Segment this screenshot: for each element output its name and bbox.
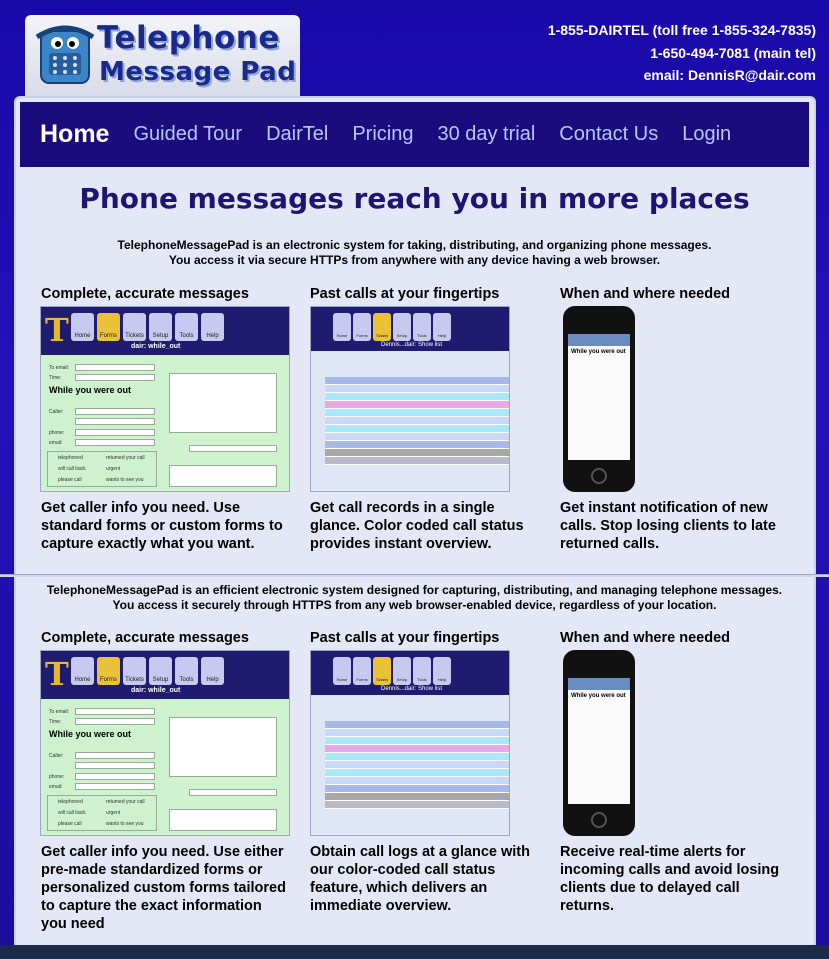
nav-guided-tour[interactable]: Guided Tour (133, 123, 243, 145)
app-tab-setup: Setup (149, 657, 172, 685)
column-text: Get caller info you need. Use either pre-made standardized forms or personalized custom forms tailored to capture the exact information you need (41, 844, 286, 932)
app-tab-home: Home (333, 313, 351, 341)
app-logo-icon: T (45, 311, 69, 349)
app-tab-tools: Tools (175, 657, 198, 685)
check-label: please call (58, 821, 82, 827)
section1-intro (20, 238, 809, 268)
form-screenshot (40, 306, 290, 492)
app-tab-tickets: Tickets (373, 313, 391, 341)
form-input (75, 418, 155, 425)
column-title: Past calls at your fingertips (310, 630, 500, 646)
check-label: please call (58, 477, 82, 483)
check-label: urgent (106, 810, 121, 816)
phone-screen (568, 678, 630, 804)
main-nav (20, 102, 809, 167)
phone-while-out: While you were out (571, 693, 626, 699)
checkbox-group (47, 451, 157, 487)
app-toolbar (41, 651, 289, 699)
call-log-table (325, 377, 509, 465)
form-input (75, 762, 155, 769)
column-title: Past calls at your fingertips (310, 286, 500, 302)
logo-text (97, 21, 296, 89)
app-tab-forms: Forms (353, 313, 371, 341)
form-input (75, 783, 155, 790)
phone-screen (568, 334, 630, 460)
form-input (75, 708, 155, 715)
app-tab-home: Home (71, 657, 94, 685)
app-tab-tools: Tools (413, 313, 431, 341)
check-label: wants to see you (106, 821, 144, 827)
contact-email[interactable]: email: DennisR@dair.com (643, 67, 816, 83)
telephone-mascot-icon (35, 23, 95, 89)
column-title: When and where needed (560, 630, 730, 646)
app-tab-help: Help (433, 657, 451, 685)
form-label: Time: (49, 719, 62, 725)
taken-by-input (189, 445, 277, 452)
column-text: Get caller info you need. Use standard forms or custom forms to capture exactly what you want. (41, 500, 283, 552)
form-label: email: (49, 784, 63, 790)
column-text: Obtain call logs at a glance with our color-coded call status feature, which delivers an immediate overview. (310, 844, 530, 914)
form-screenshot (40, 650, 290, 836)
logo-line1: Telephone (97, 20, 280, 56)
intro-line: TelephoneMessagePad is an efficient electronic system designed for capturing, distributing, and managing telephone messages. (46, 583, 783, 597)
log-title: Dennis...dair: Show list (381, 342, 443, 348)
form-label: Caller: (49, 409, 64, 415)
form-input (75, 408, 155, 415)
taken-by-input (189, 789, 277, 796)
message-form (41, 699, 289, 835)
intro-line: You access it securely through HTTPS from any web browser-enabled device, regardless of your location. (112, 598, 717, 612)
column-title: When and where needed (560, 286, 730, 302)
app-tab-help: Help (201, 657, 224, 685)
app-tab-setup: Setup (149, 313, 172, 341)
while-you-were-out: While you were out (49, 729, 132, 739)
nav-pricing[interactable]: Pricing (352, 123, 414, 145)
app-tab-tools: Tools (413, 657, 431, 685)
app-logo-icon: T (45, 655, 69, 693)
message-box (169, 717, 277, 777)
check-label: returned your call (106, 455, 145, 461)
app-tab-setup: Setup (393, 313, 411, 341)
logo-line2: Message Pad (99, 57, 297, 87)
app-tab-forms: Forms (353, 657, 371, 685)
column-text: Receive real-time alerts for incoming calls and avoid losing clients due to delayed call returns. (560, 844, 780, 914)
nav-home[interactable]: Home (40, 120, 110, 148)
column-text: Get call records in a single glance. Color coded call status provides instant overview. (310, 500, 524, 552)
app-tab-home: Home (71, 313, 94, 341)
app-tab-tools: Tools (175, 313, 198, 341)
message-box (169, 373, 277, 433)
form-label: To email: (49, 709, 70, 715)
section-divider (0, 574, 829, 577)
column-text: Get instant notification of new calls. Stop losing clients to late returned calls. (560, 500, 776, 552)
app-tab-help: Help (433, 313, 451, 341)
column-title: Complete, accurate messages (41, 630, 249, 646)
page-headline: Phone messages reach you in more places (79, 182, 750, 215)
footer-strip (0, 945, 829, 959)
while-you-were-out: While you were out (49, 385, 132, 395)
check-label: will call back (58, 466, 86, 472)
home-button-icon (591, 468, 607, 484)
smartphone-icon (563, 650, 635, 836)
form-input (75, 752, 155, 759)
call-log-screenshot (310, 650, 510, 836)
form-label: phone: (49, 430, 65, 436)
private-note-box (169, 465, 277, 487)
check-label: telephoned (58, 799, 83, 805)
app-toolbar (311, 651, 509, 695)
app-tab-setup: Setup (393, 657, 411, 685)
logo[interactable] (25, 15, 300, 97)
form-label: phone: (49, 774, 65, 780)
app-tab-home: Home (333, 657, 351, 685)
app-tab-tickets: Tickets (123, 657, 146, 685)
form-input (75, 374, 155, 381)
app-toolbar (311, 307, 509, 351)
nav-dairtel[interactable]: DairTel (266, 123, 329, 145)
form-label: Time: (49, 375, 62, 381)
check-label: telephoned (58, 455, 83, 461)
call-log-table (325, 721, 509, 809)
app-tab-forms: Forms (97, 313, 120, 341)
form-label: Caller: (49, 753, 64, 759)
app-tab-tickets: Tickets (373, 657, 391, 685)
app-tab-tickets: Tickets (123, 313, 146, 341)
log-title: Dennis...dair: Show list (381, 686, 443, 692)
section2-intro (20, 583, 809, 613)
check-label: returned your call (106, 799, 145, 805)
nav-login[interactable]: Login (682, 123, 732, 145)
form-input (75, 364, 155, 371)
app-user-line: dair: while_out (131, 343, 181, 350)
phone-message (568, 346, 630, 358)
phone-message (568, 690, 630, 702)
message-form (41, 355, 289, 491)
app-tab-forms: Forms (97, 657, 120, 685)
form-input (75, 439, 155, 446)
intro-line: TelephoneMessagePad is an electronic system for taking, distributing, and organizing phone messages. (117, 238, 712, 252)
app-tab-help: Help (201, 313, 224, 341)
tollfree-phone: 1-855-DAIRTEL (toll free 1-855-324-7835) (547, 22, 816, 38)
smartphone-icon (563, 306, 635, 492)
form-input (75, 429, 155, 436)
form-label: To email: (49, 365, 70, 371)
nav-contact-us[interactable]: Contact Us (559, 123, 659, 145)
home-button-icon (591, 812, 607, 828)
private-note-box (169, 809, 277, 831)
check-label: wants to see you (106, 477, 144, 483)
app-user-line: dair: while_out (131, 687, 181, 694)
checkbox-group (47, 795, 157, 831)
phone-while-out: While you were out (571, 349, 626, 355)
check-label: urgent (106, 466, 121, 472)
call-log-screenshot (310, 306, 510, 492)
app-toolbar (41, 307, 289, 355)
column-title: Complete, accurate messages (41, 286, 249, 302)
nav-trial[interactable]: 30 day trial (437, 123, 536, 145)
check-label: will call back (58, 810, 86, 816)
contact-info (548, 19, 816, 87)
intro-line: You access it via secure HTTPs from anywhere with any device having a web browser. (168, 253, 661, 267)
form-label: email: (49, 440, 63, 446)
main-phone: 1-650-494-7081 (main tel) (650, 44, 816, 61)
form-input (75, 773, 155, 780)
form-input (75, 718, 155, 725)
